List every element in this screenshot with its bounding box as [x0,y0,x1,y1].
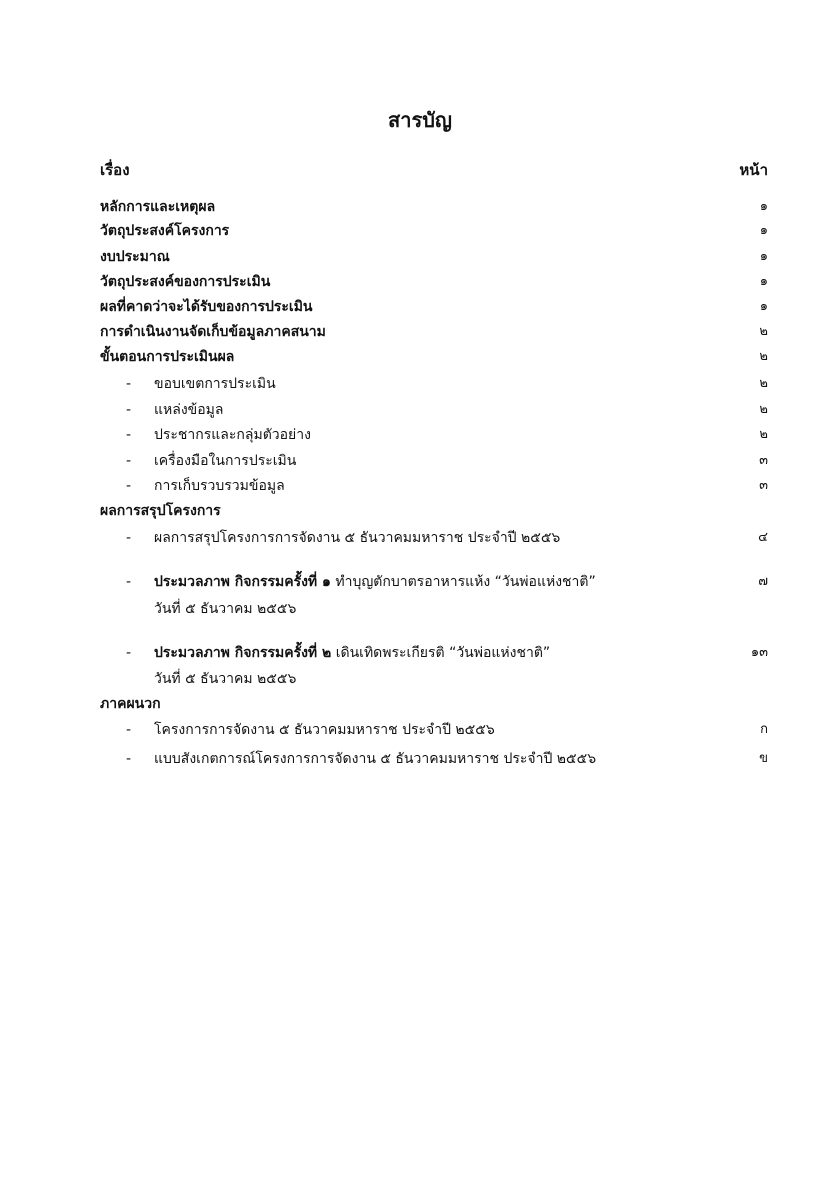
results-heading: ผลการสรุปโครงการ [100,503,221,519]
toc-header [100,158,768,184]
bullet-dash: - [126,722,132,738]
toc-subentry [100,475,768,497]
toc-subentry-continuation [100,598,768,620]
photo-activity-title: ประมวลภาพ กิจกรรมครั้งที่ ๒ [154,645,332,661]
toc-entry [100,196,768,218]
toc-subentry-label: แบบสังเกตการณ์โครงการการจัดงาน ๕ ธันวาคมมหาราช ประจำปี ๒๕๕๖ [154,751,597,767]
toc-subentry-page: ๒ [759,427,768,442]
toc-entry [100,296,768,318]
toc-subentry [100,373,768,395]
photo-activity-desc: ทำบุญตักบาตรอาหารแห้ง “วันพ่อแห่งชาติ” [330,574,596,590]
toc-section-heading [100,693,768,715]
toc-subentry-continuation [100,668,768,690]
toc-subentry-label [154,571,596,593]
toc-subentry-page: ๑๓ [750,645,768,660]
toc-entry-page: ๒ [759,349,768,364]
toc-entry-label: วัตถุประสงค์โครงการ [100,223,230,239]
toc-subentry [100,571,768,593]
toc-entry-page: ๑ [759,249,768,264]
toc-subentry-date: วันที่ ๕ ธันวาคม ๒๕๕๖ [154,671,297,687]
toc-subentry-label: ขอบเขตการประเมิน [154,376,276,392]
appendix-heading: ภาคผนวก [100,696,161,712]
toc-subentry-label: ผลการสรุปโครงการการจัดงาน ๕ ธันวาคมมหาราช ประจำปี ๒๕๕๖ [154,530,561,546]
toc-subentry-page: ก [760,722,768,737]
toc-entry [100,220,768,242]
toc-header-topic: เรื่อง [100,161,130,179]
bullet-dash: - [126,453,132,469]
toc-entry [100,321,768,343]
toc-entry-page: ๒ [759,324,768,339]
toc-subentry-label: แหล่งข้อมูล [154,402,224,418]
toc-entry-label: หลักการและเหตุผล [100,199,216,215]
toc-header-page: หน้า [739,161,768,179]
toc-subentry-page: ๓ [759,478,768,493]
toc-subentry-label: เครื่องมือในการประเมิน [154,453,297,469]
toc-subentry [100,748,768,770]
toc-subentry-date: วันที่ ๕ ธันวาคม ๒๕๕๖ [154,601,297,617]
page-title: สารบัญ [388,108,452,132]
toc-entry [100,246,768,268]
bullet-dash: - [126,751,132,767]
toc-subentry [100,719,768,741]
bullet-dash: - [126,478,132,494]
toc-subentry [100,399,768,421]
toc-entry-label: วัตถุประสงค์ของการประเมิน [100,274,271,290]
bullet-dash: - [126,427,132,443]
toc-subentry-page: ๒ [759,376,768,391]
toc-entry [100,271,768,293]
toc-subentry-label: โครงการการจัดงาน ๕ ธันวาคมมหาราช ประจำปี ๒๕๕๖ [154,722,495,738]
toc-subentry-label [154,642,550,664]
toc-subentry-page: ๔ [758,530,768,545]
bullet-dash: - [126,645,132,661]
bullet-dash: - [126,574,132,590]
toc-entry-page: ๑ [759,299,768,314]
toc-subentry-label: ประชากรและกลุ่มตัวอย่าง [154,427,311,443]
bullet-dash: - [126,402,132,418]
toc-subentry [100,450,768,472]
toc-subentry [100,527,768,549]
toc-entry-label: ขั้นตอนการประเมินผล [100,349,235,365]
toc-entry-label: งบประมาณ [100,249,170,265]
photo-activity-desc: เดินเทิดพระเกียรติ “วันพ่อแห่งชาติ” [331,645,551,661]
photo-activity-title: ประมวลภาพ กิจกรรมครั้งที่ ๑ [154,574,331,590]
toc-subentry-label: การเก็บรวบรวมข้อมูล [154,478,285,494]
toc-subentry [100,642,768,664]
toc-section-heading [100,500,768,522]
toc-entry-page: ๑ [759,223,768,238]
toc-subentry [100,424,768,446]
bullet-dash: - [126,376,132,392]
toc-entry-page: ๑ [759,274,768,289]
toc-entry-page: ๑ [759,199,768,214]
toc-subentry-page: ๓ [759,453,768,468]
toc-subentry-page: ข [759,751,768,766]
toc-entry-label: ผลที่คาดว่าจะได้รับของการประเมิน [100,299,313,315]
toc-entry [100,346,768,368]
bullet-dash: - [126,530,132,546]
toc-subentry-page: ๒ [759,402,768,417]
toc-entry-label: การดำเนินงานจัดเก็บข้อมูลภาคสนาม [100,324,326,340]
toc-subentry-page: ๗ [758,574,768,589]
